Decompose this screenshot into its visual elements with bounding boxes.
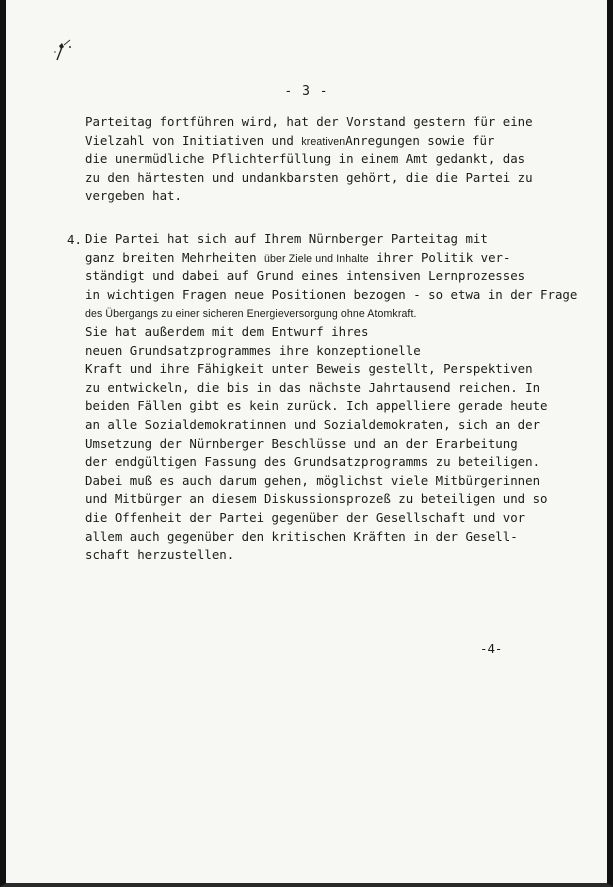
text-segment: in wichtigen Fragen neue Positionen bezogen - so etwa in der Frage [85,286,578,302]
text-segment: Die Partei hat sich auf Ihrem Nürnberger Parteitag mit [85,231,488,246]
text-line [85,113,533,132]
text-line [85,435,577,454]
paragraph-2 [85,230,577,565]
text-line [85,323,577,342]
text-segment: die Offenheit der Partei gegenüber der Gesellschaft und vor [85,509,526,525]
text-segment: allem auch gegenüber den kritischen Kräften in der Gesell- [85,528,518,544]
text-segment: ständigt und dabei auf Grund eines intensiven Lernprozesses [85,268,526,284]
text-line [85,379,577,398]
text-line [85,132,533,151]
text-segment: vergeben hat. [85,188,182,204]
text-segment: ihrer Politik ver- [368,249,511,265]
page-number: - 3 - [284,84,329,99]
ink-mark-icon [50,34,78,66]
text-segment: Parteitag fortführen wird, hat der Vorstand gestern für eine [85,114,533,129]
text-line [85,360,577,379]
text-segment: an alle Sozialdemokratinnen und Sozialdemokraten, sich an der [85,416,541,432]
text-segment: Anregungen sowie für [345,132,495,148]
handwritten-insertion: kreativen [301,135,346,148]
text-line [85,397,577,416]
handwritten-insertion: des Übergangs zu einer sicheren Energieversorgung ohne Atomkraft. [85,308,417,321]
text-line [85,509,577,528]
text-line [85,286,577,305]
text-segment: neuen Grundsatzprogrammes ihre konzeptionelle [85,342,421,358]
text-segment: Kraft und ihre Fähigkeit unter Beweis gestellt, Perspektiven [85,361,533,377]
text-line [85,416,577,435]
text-line [85,304,577,323]
text-segment: zu entwickeln, die bis in das nächste Jahrtausend reichen. In [85,379,541,395]
text-segment: ganz breiten Mehrheiten [85,249,265,265]
text-segment: schaft herzustellen. [85,547,235,563]
item-number: 4. [67,232,82,247]
text-line [85,490,577,509]
text-segment: und Mitbürger an diesem Diskussionsprozeß zu beteiligen und so [85,491,548,507]
text-line [85,169,533,188]
text-line [85,267,577,286]
paragraph-1 [85,113,533,206]
handwritten-insertion: über Ziele und Inhalte [264,252,369,265]
text-segment: Vielzahl von Initiativen und [85,132,302,148]
text-segment: beiden Fällen gibt es kein zurück. Ich appelliere gerade heute [85,398,548,414]
text-line [85,342,577,361]
text-line [85,453,577,472]
text-segment: Sie hat außerdem mit dem Entwurf ihres [85,323,369,339]
text-line [85,472,577,491]
text-segment: zu den härtesten und undankbarsten gehört, die die Partei zu [85,169,533,185]
text-line [85,230,577,249]
text-line [85,546,577,565]
text-line [85,187,533,206]
next-page-marker: -4- [480,641,503,656]
text-line [85,150,533,169]
text-segment: die unermüdliche Pflichterfüllung in einem Amt gedankt, das [85,151,526,167]
text-line [85,528,577,547]
text-segment: Dabei muß es auch darum gehen, möglichst viele Mitbürgerinnen [85,472,541,488]
text-segment: der endgültigen Fassung des Grundsatzprogramms zu beteiligen. [85,454,541,470]
text-segment: Umsetzung der Nürnberger Beschlüsse und an der Erarbeitung [85,435,518,451]
text-line [85,249,577,268]
